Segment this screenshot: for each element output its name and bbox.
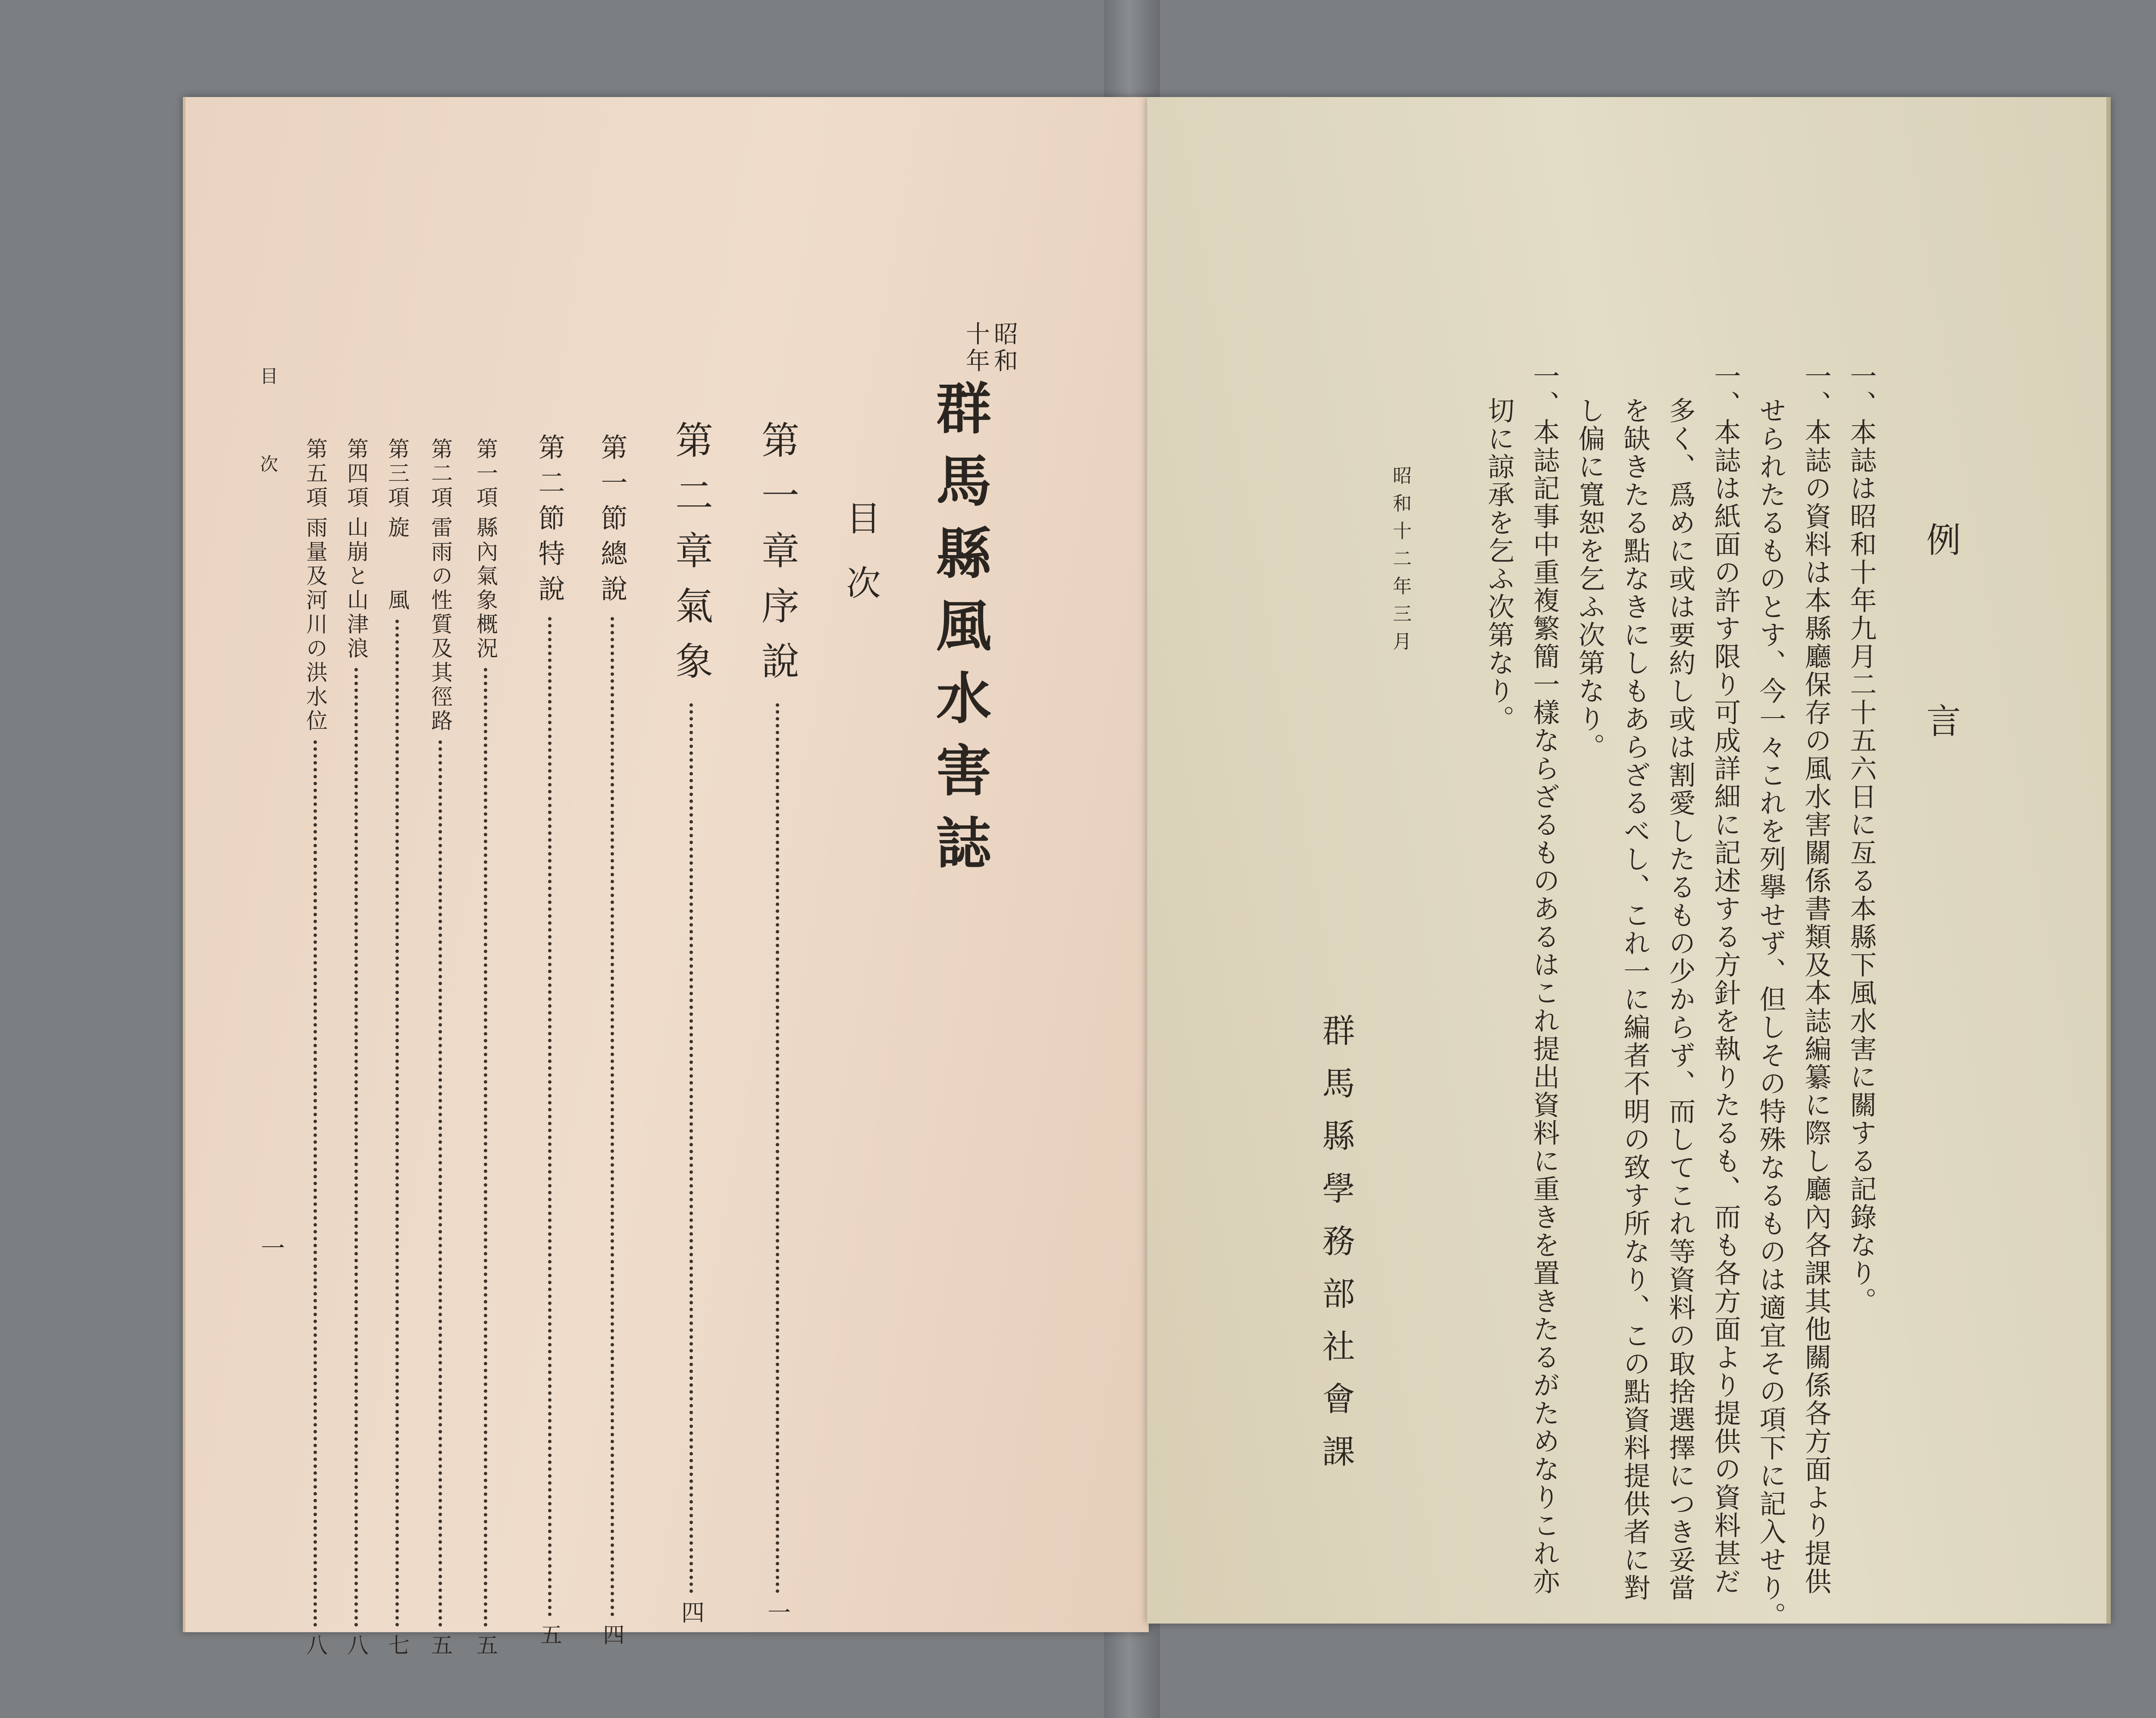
title-date-line1: 昭和 [990, 321, 1018, 375]
dot-leader [313, 740, 317, 1627]
title-date-line2: 十年 [962, 321, 990, 375]
page-number: 四 [677, 1600, 705, 1641]
toc-entry-section-1: 第一節總 說 四 [596, 433, 628, 1654]
preface-line-8: 一、本誌記事中重複繁簡一樣ならざるものあるはこれ提出資料に重きを置きたるがためなりこれ亦 [1529, 362, 1560, 1596]
preface-line-5: 多く、爲めに或は要約し或は割愛したるもの少からず、而してこれ等資料の取捨選擇につき妥當 [1664, 397, 1696, 1602]
preface-line-7: し偏に寬恕を乞ふ次第なり。 [1574, 397, 1605, 761]
page-number: 八 [303, 1634, 328, 1658]
dot-leader [689, 703, 693, 1593]
page-number: 一 [764, 1600, 791, 1641]
toc-heading: 目次 [840, 500, 881, 630]
preface-line-2: 一、本誌の資料は本縣廳保存の風水害關係書類及本誌編纂に際し廳內各課其他關係各方面より提供 [1800, 362, 1832, 1596]
toc-entry-chapter-2: 第二章氣 象 四 [669, 420, 714, 1641]
preface-heading: 例 言 [1921, 522, 1961, 763]
preface-line-4: 一、本誌は紙面の許す限り可成詳細に記述する方針を執りたるも、而も各方面より提供の資料甚だ [1710, 362, 1741, 1596]
folio: 一 [257, 1235, 285, 1260]
toc-entry-item-1: 第一項 縣內氣象概況 五 [470, 438, 501, 1658]
toc-entry-item-3: 第三項 旋 風 七 [382, 438, 413, 1658]
toc-entry-item-2: 第二項 雷雨の性質及其徑路 五 [425, 438, 456, 1658]
preface-line-9: 切に諒承を乞ふ次第なり。 [1483, 397, 1515, 733]
toc-entry-section-2: 第二節特 說 五 [534, 433, 565, 1654]
page-number: 五 [473, 1634, 498, 1658]
toc-entry-item-5: 第五項 雨量及河川の洪水位 八 [300, 438, 331, 1658]
dot-leader [439, 740, 442, 1627]
dot-leader [354, 668, 358, 1627]
page-number: 八 [344, 1634, 369, 1658]
preface-page [1147, 97, 2111, 1630]
book-title: 群馬縣風水害誌 [927, 379, 991, 887]
dot-leader [548, 617, 552, 1617]
toc-page [183, 97, 1149, 1658]
dot-leader [611, 617, 614, 1617]
preface-line-6: を缺きたる點なきにしもあらざるべし、これ一に編者不明の致す所なり、この點資料提供者に對 [1619, 397, 1651, 1602]
preface-line-3: せられたるものとす、今一々これを列擧せず、但しその特殊なるものは適宜その項下に記入せり。 [1755, 397, 1786, 1630]
page-number: 五 [537, 1624, 562, 1654]
running-head: 目 次 [257, 367, 279, 498]
publisher: 群馬縣學務部社會課 [1317, 1013, 1355, 1487]
dot-leader [395, 620, 399, 1627]
toc-entry-chapter-1: 第一章序 說 一 [755, 420, 800, 1641]
dot-leader [484, 668, 487, 1627]
page-number: 七 [385, 1634, 410, 1658]
toc-entry-item-4: 第四項 山崩と山津浪 八 [341, 438, 372, 1658]
preface-line-1: 一、本誌は昭和十年九月二十五六日に亙る本縣下風水害に關する記錄なり。 [1846, 362, 1877, 1315]
page-number: 四 [599, 1624, 625, 1654]
dot-leader [776, 703, 779, 1593]
page-number: 五 [428, 1634, 453, 1658]
preface-date: 昭和十二年三月 [1389, 466, 1411, 659]
